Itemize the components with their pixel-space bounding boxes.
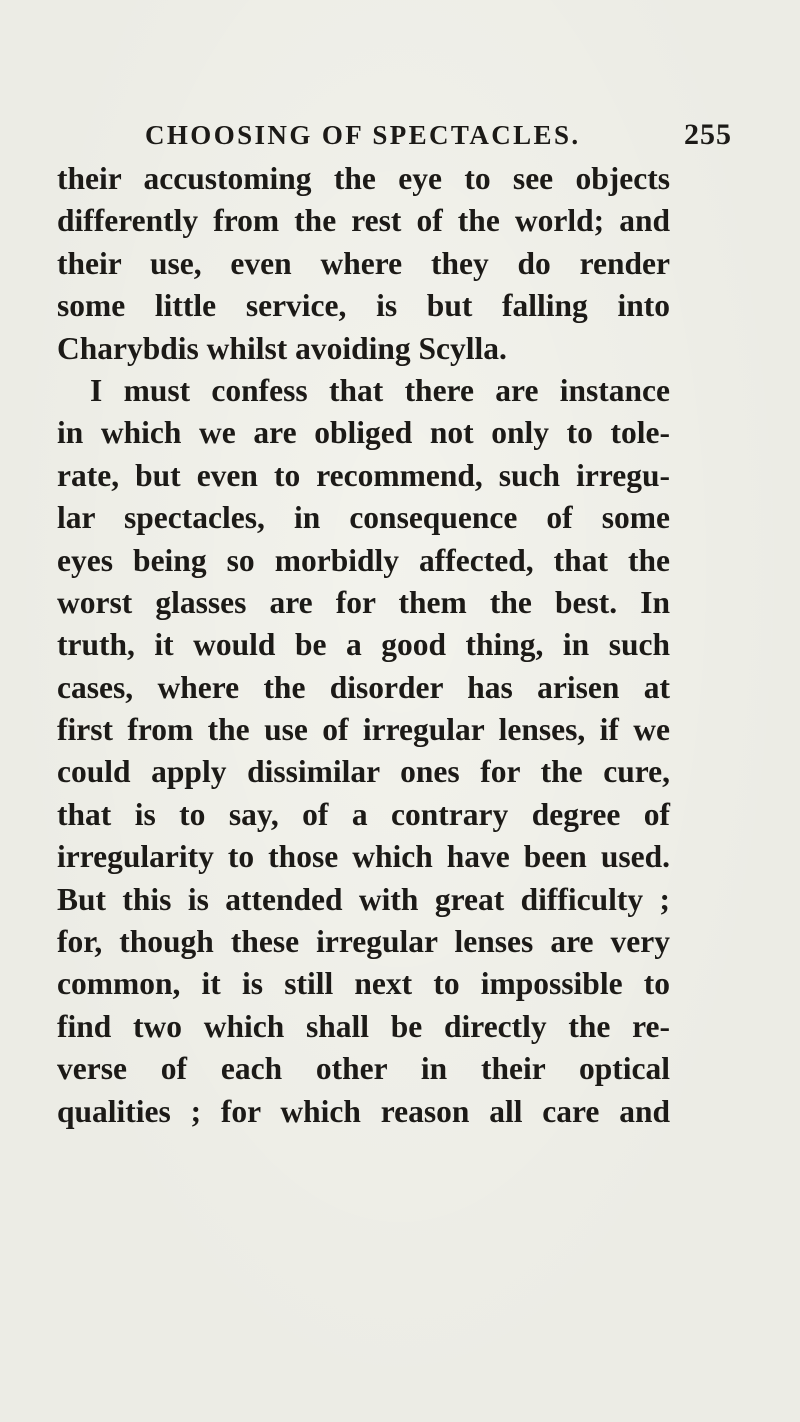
page-number: 255	[684, 118, 732, 151]
text-line: verse of each other in their optical	[57, 1051, 670, 1087]
text-line: some little service, is but falling into	[57, 288, 670, 324]
text-line: cases, where the disorder has arisen at	[57, 669, 670, 705]
text-line: qualities ; for which reason all care and	[57, 1093, 670, 1129]
text-line: that is to say, of a contrary degree of	[57, 796, 670, 832]
running-head	[60, 115, 750, 155]
text-line: their use, even where they do render	[57, 245, 670, 281]
body-text	[57, 158, 670, 1133]
text-line: worst glasses are for them the best. In	[57, 584, 670, 620]
text-line: I must confess that there are instance	[90, 372, 670, 408]
text-line: eyes being so morbidly affected, that the	[57, 542, 670, 578]
text-line: common, it is still next to impossible to	[57, 966, 670, 1002]
text-line: truth, it would be a good thing, in such	[57, 627, 670, 663]
text-line: for, though these irregular lenses are very	[57, 924, 670, 960]
text-line: irregularity to those which have been used.	[57, 839, 670, 875]
text-line: first from the use of irregular lenses, if we	[57, 712, 670, 748]
text-line: But this is attended with great difficulty ;	[57, 881, 670, 917]
text-line: lar spectacles, in consequence of some	[57, 500, 670, 536]
text-line: Charybdis whilst avoiding Scylla.	[57, 330, 507, 366]
text-line: their accustoming the eye to see objects	[57, 161, 670, 196]
text-line: find two which shall be directly the re-	[57, 1008, 670, 1044]
text-line: could apply dissimilar ones for the cure,	[57, 754, 670, 790]
text-line: differently from the rest of the world; and	[57, 203, 670, 239]
text-line: in which we are obliged not only to tole-	[57, 415, 670, 451]
text-line: rate, but even to recommend, such irregu-	[57, 457, 670, 493]
running-title: CHOOSING OF SPECTACLES.	[145, 120, 581, 150]
